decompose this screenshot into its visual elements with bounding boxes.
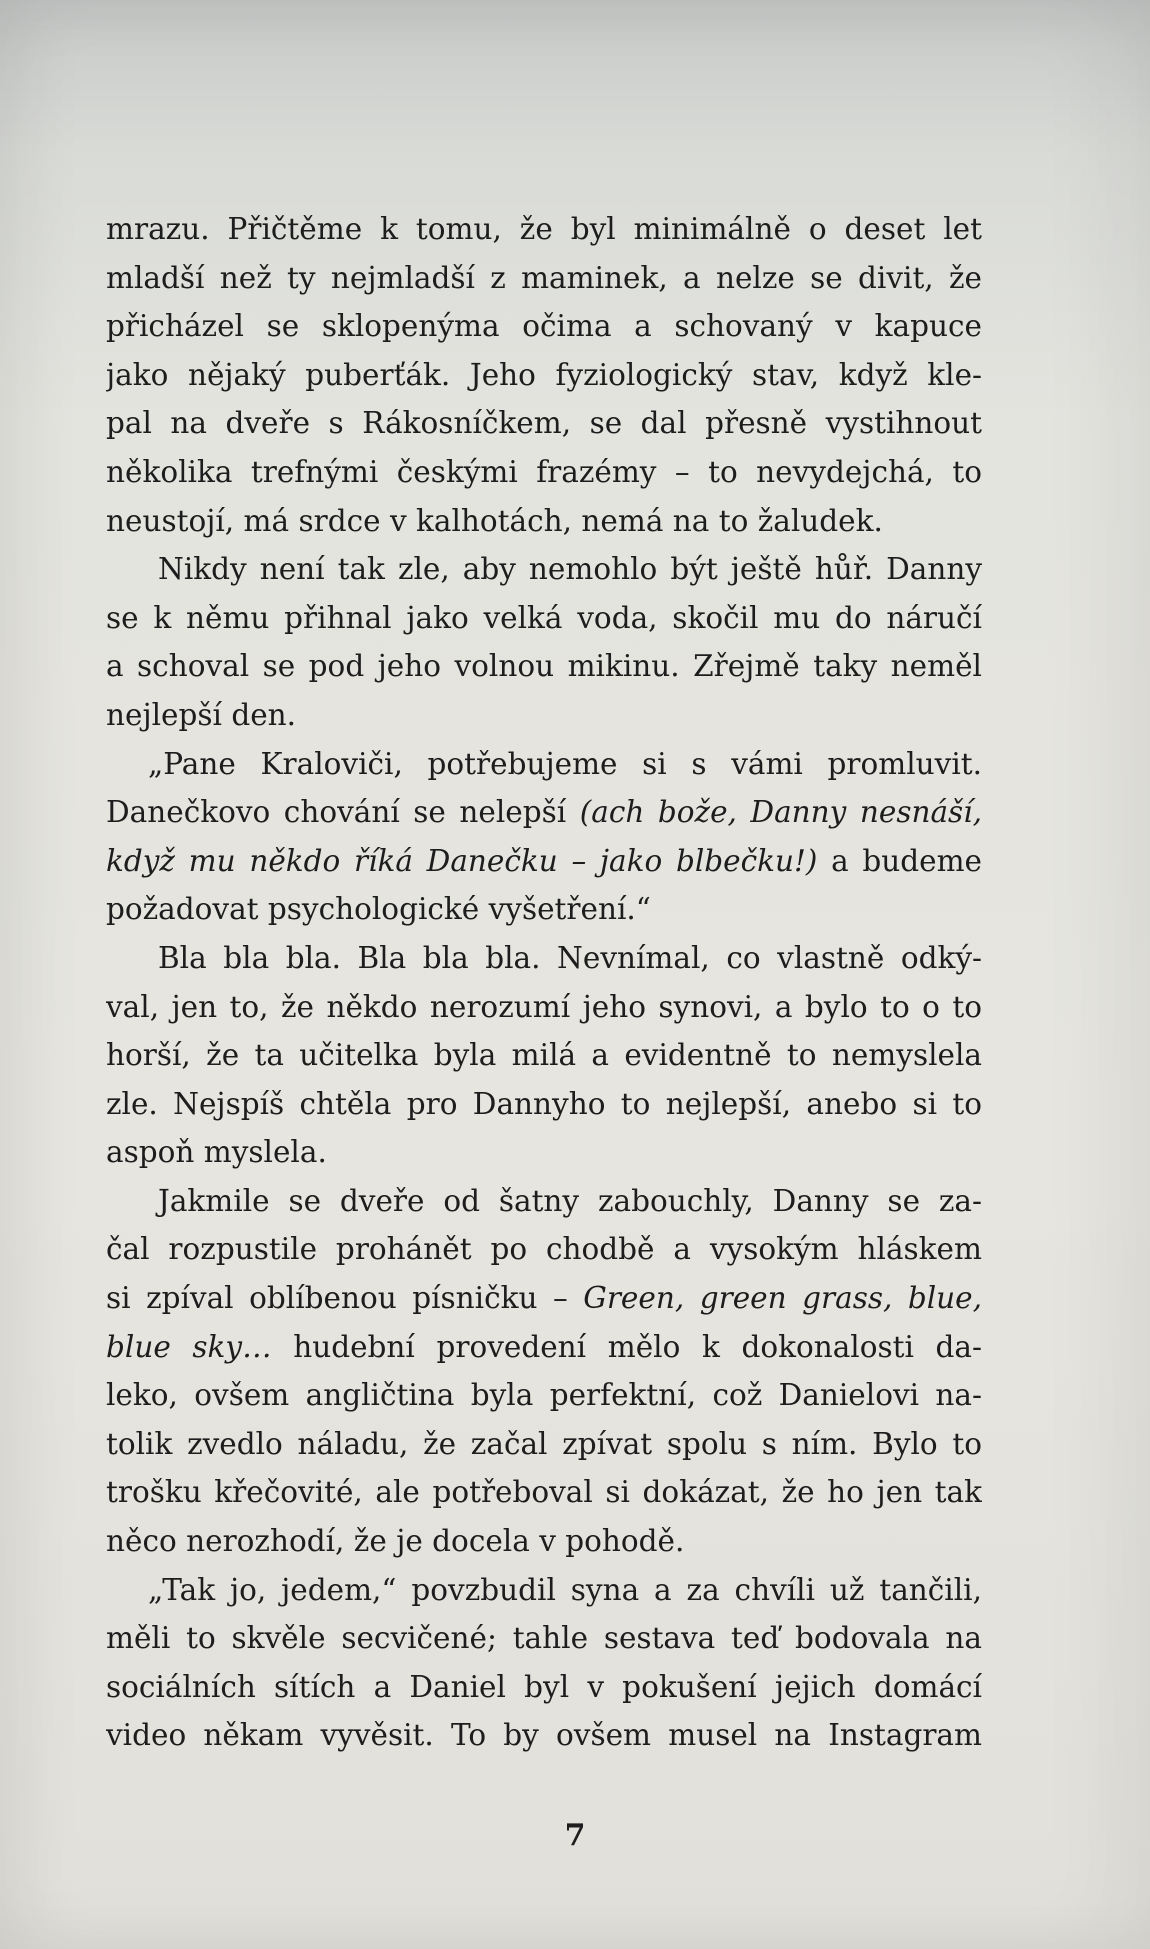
text-line: několika trefnými českými frazémy – to nevydejchá, to [106, 454, 982, 489]
italic-segment: blue sky… [106, 1329, 272, 1364]
text-segment: a budeme [817, 843, 982, 878]
paragraph-3 [106, 740, 982, 934]
italic-segment: když mu někdo říká Danečku – jako blbečku!) [106, 843, 818, 878]
text-line: a schoval se pod jeho volnou mikinu. Zřejmě taky neměl [106, 649, 982, 684]
text-line: mrazu. Přičtěme k tomu, že byl minimálně o deset let [106, 212, 982, 246]
text-line [106, 1274, 982, 1323]
text-line: Nikdy není tak zle, aby nemohlo být ještě hůř. Danny [158, 552, 982, 587]
text-line: horší, že ta učitelka byla milá a evidentně to nemyslela [106, 1038, 982, 1073]
text-line: aspoň myslela. [106, 1135, 327, 1170]
italic-segment: (ach bože, Danny nesnáší, [579, 795, 982, 830]
paragraph-2 [106, 545, 982, 739]
italic-segment: Green, green grass, blue, [583, 1281, 982, 1316]
text-line: jako nějaký puberťák. Jeho fyziologický stav, když kle- [106, 357, 982, 392]
text-line: Bla bla bla. Bla bla bla. Nevnímal, co vlastně odký- [158, 940, 982, 975]
body-text [106, 205, 982, 1760]
text-line: neustojí, má srdce v kalhotách, nemá na to žaludek. [106, 503, 883, 538]
text-line: zle. Nejspíš chtěla pro Dannyho to nejlepší, anebo si to [106, 1086, 982, 1121]
paragraph-4 [106, 934, 982, 1177]
text-line: leko, ovšem angličtina byla perfektní, což Danielovi na- [106, 1378, 982, 1413]
text-line: trošku křečovité, ale potřeboval si dokázat, že ho jen tak [106, 1475, 982, 1510]
text-line: video někam vyvěsit. To by ovšem musel na Instagram [106, 1718, 982, 1753]
text-line: tolik zvedlo náladu, že začal zpívat spolu s ním. Bylo to [106, 1426, 982, 1461]
page-number: 7 [564, 1818, 586, 1853]
text-line: pal na dveře s Rákosníčkem, se dal přesně vystihnout [106, 406, 982, 441]
text-line: „Pane Kraloviči, potřebujeme si s vámi promluvit. [148, 746, 982, 781]
text-line: val, jen to, že někdo nerozumí jeho synovi, a bylo to o to [106, 989, 982, 1024]
text-line [106, 788, 982, 837]
text-line: se k němu přihnal jako velká voda, skočil mu do náručí [106, 600, 982, 635]
paragraph-5 [106, 1177, 982, 1566]
text-line: měli to skvěle secvičené; tahle sestava teď bodovala na [106, 1621, 982, 1656]
text-line: přicházel se sklopenýma očima a schovaný v kapuce [106, 309, 982, 344]
paragraph-1 [106, 205, 982, 545]
text-line: požadovat psychologické vyšetření.“ [106, 892, 651, 927]
text-line [106, 837, 982, 886]
text-line: „Tak jo, jedem,“ povzbudil syna a za chvíli už tančili, [148, 1572, 982, 1607]
text-line: mladší než ty nejmladší z maminek, a nelze se divit, že [106, 260, 982, 295]
text-line: sociálních sítích a Daniel byl v pokušení jejich domácí [106, 1669, 982, 1704]
text-line: Jakmile se dveře od šatny zabouchly, Danny se za- [158, 1183, 982, 1218]
text-line: čal rozpustile prohánět po chodbě a vysokým hláskem [106, 1232, 982, 1267]
text-line: nejlepší den. [106, 697, 297, 732]
text-segment: si zpíval oblíbenou písničku – [106, 1281, 584, 1316]
text-line: něco nerozhodí, že je docela v pohodě. [106, 1524, 685, 1559]
text-segment: hudební provedení mělo k dokonalosti da- [271, 1329, 982, 1364]
text-line [106, 1323, 982, 1372]
paragraph-6 [106, 1566, 982, 1760]
text-segment: Danečkovo chování se nelepší [106, 795, 580, 830]
